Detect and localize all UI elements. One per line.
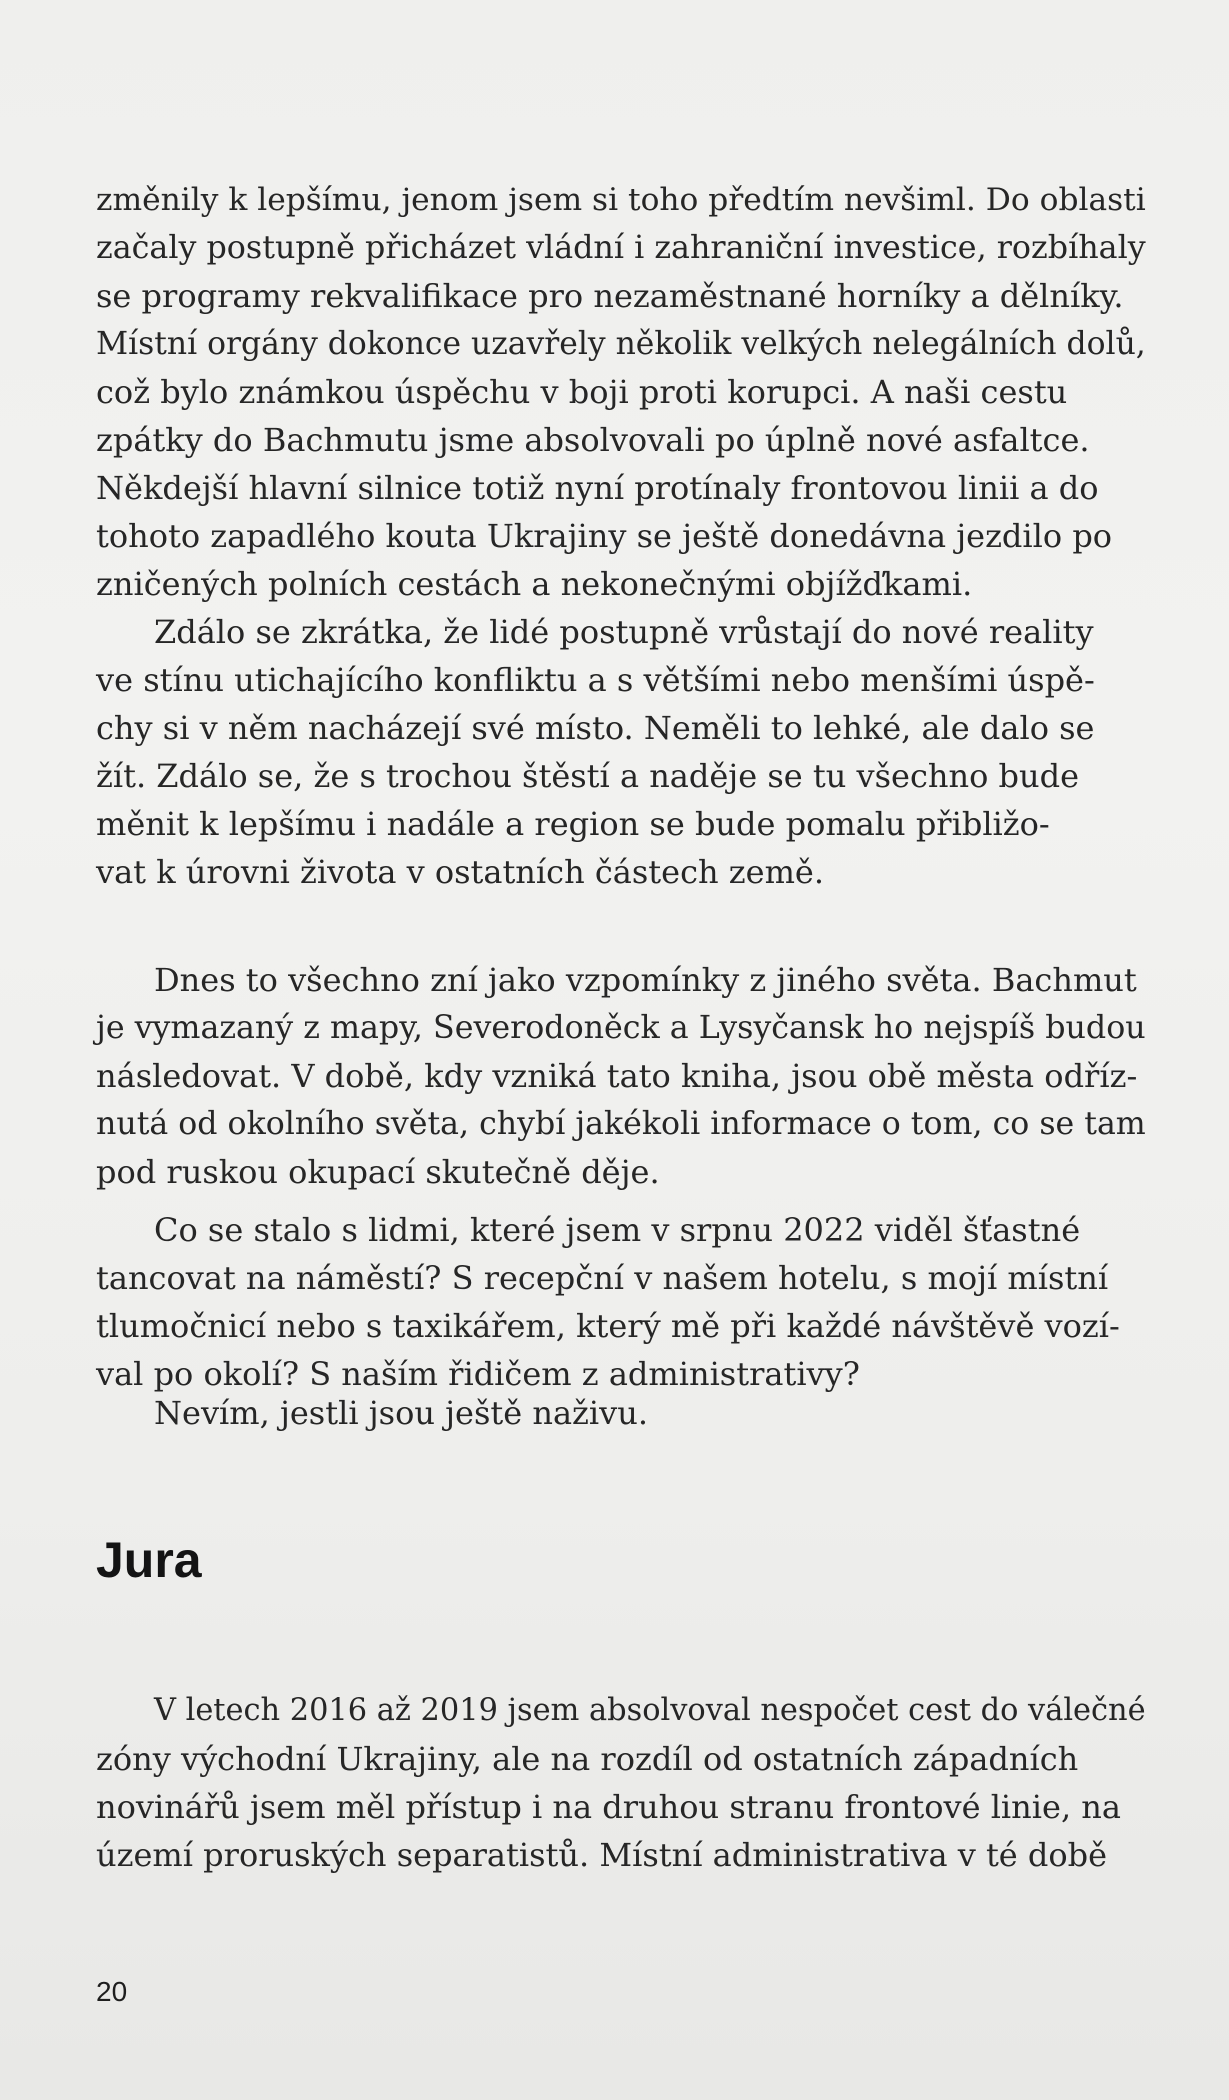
text-line: změnily k lepšímu, jenom jsem si toho předtím nevšiml. Do oblasti	[96, 182, 1146, 218]
text-line: V letech 2016 až 2019 jsem absolvoval nespočet cest do válečné	[154, 1693, 1146, 1728]
text-line: Dnes to všechno zní jako vzpomínky z jiného světa. Bachmut	[154, 961, 1137, 999]
text-line: tlumočnicí nebo s taxikářem, který mě při každé návštěvě vozí-	[96, 1307, 1120, 1345]
chapter-heading: Jura	[96, 1532, 202, 1588]
paragraph	[96, 1687, 1146, 1879]
text-line: chy si v něm nacházejí své místo. Neměli to lehké, ale dalo se	[96, 709, 1095, 747]
text-line: vat k úrovni života v ostatních částech země.	[96, 853, 825, 891]
text-line: val po okolí? S naším řidičem z administrativy?	[96, 1355, 860, 1393]
text-line: Místní orgány dokonce uzavřely několik velkých nelegálních dolů,	[96, 326, 1146, 362]
text-line: je vymazaný z mapy, Severodoněck a Lysyčansk ho nejspíš budou	[96, 1010, 1146, 1046]
text-line: zničených polních cestách a nekonečnými objížďkami.	[96, 565, 973, 603]
text-line: žít. Zdálo se, že s trochou štěstí a naděje se tu všechno bude	[96, 757, 1080, 795]
paragraph	[96, 608, 1146, 896]
text-line: pod ruskou okupací skutečně děje.	[96, 1153, 660, 1191]
text-line: měnit k lepšímu i nadále a region se bude pomalu přibližo-	[96, 805, 1050, 843]
page-number: 20	[96, 1976, 128, 2007]
text-line: se programy rekvalifikace pro nezaměstnané horníky a dělníky.	[96, 277, 1124, 315]
paragraph-continuation	[96, 176, 1146, 608]
text-line: Co se stalo s lidmi, které jsem v srpnu 2022 viděl šťastné	[154, 1211, 1081, 1249]
text-line: novinářů jsem měl přístup i na druhou stranu frontové linie, na	[96, 1788, 1121, 1826]
text-line: tohoto zapadlého kouta Ukrajiny se ještě donedávna jezdilo po	[96, 517, 1113, 555]
paragraph	[96, 1206, 1146, 1398]
text-line: ve stínu utichajícího konfliktu a s většími nebo menšími úspě-	[96, 661, 1095, 699]
text-line: zóny východní Ukrajiny, ale na rozdíl od ostatních západních	[96, 1740, 1079, 1778]
text-line: tancovat na náměstí? S recepční v našem hotelu, s mojí místní	[96, 1259, 1109, 1297]
paragraph	[96, 956, 1146, 1196]
text-line: začaly postupně přicházet vládní i zahraniční investice, rozbíhaly	[96, 230, 1146, 266]
text-line: nutá od okolního světa, chybí jakékoli informace o tom, co se tam	[96, 1106, 1146, 1142]
text-line: Nevím, jestli jsou ještě naživu.	[154, 1394, 648, 1432]
paragraph	[96, 1389, 1146, 1437]
text-line: Někdejší hlavní silnice totiž nyní protínaly frontovou linii a do	[96, 469, 1099, 507]
text-line: území proruských separatistů. Místní administrativa v té době	[96, 1836, 1108, 1874]
text-line: což bylo známkou úspěchu v boji proti korupci. A naši cestu	[96, 373, 1068, 411]
text-line: zpátky do Bachmutu jsme absolvovali po úplně nové asfaltce.	[96, 421, 1090, 459]
text-line: následovat. V době, kdy vzniká tato kniha, jsou obě města odříz-	[96, 1057, 1138, 1095]
text-line: Zdálo se zkrátka, že lidé postupně vrůstají do nové reality	[154, 613, 1094, 651]
